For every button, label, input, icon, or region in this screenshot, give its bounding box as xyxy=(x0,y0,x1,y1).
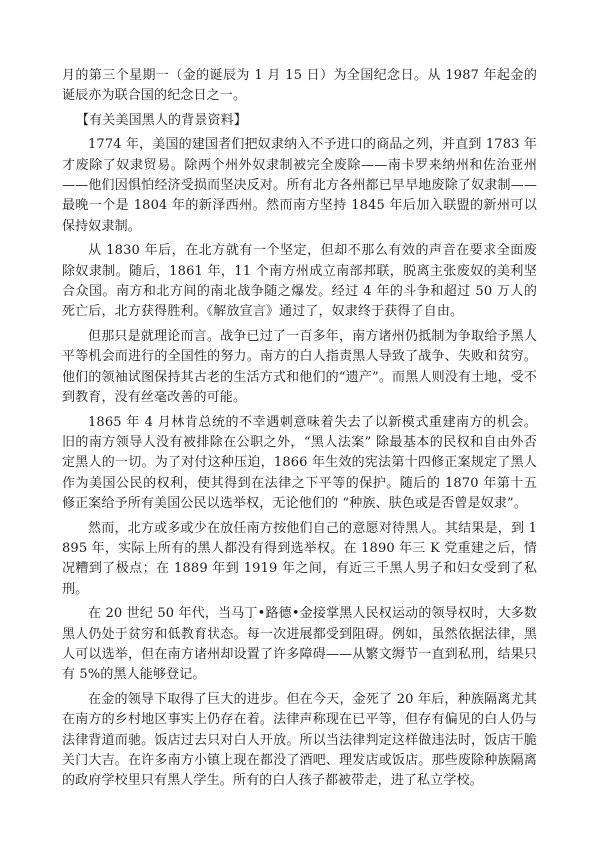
paragraph-1830: 从 1830 年后，在北方就有一个坚定，但却不那么有效的声音在要求全面废除奴隶制。随后，1861 年，11 个南方州成立南部邦联，脱离主张废奴的美利坚合众国。南方和北方间的南北战争随之爆发。经过 4 年的斗争和超过 50 万人的死亡后，北方获得胜利。《解放宣言》通过了，奴隶终于获得了自由。 xyxy=(62,243,537,320)
paragraph-1774: 1774 年，美国的建国者们把奴隶纳入不予进口的商品之列，并直到 1783 年才废除了奴隶贸易。除两个州外奴隶制被完全废除——南卡罗来纳州和佐治亚州——他们因惧怕经济受损而坚决反对。所有北方各州都已早早地废除了奴隶制——最晚一个是 1804 年的新泽西州。然而南方坚持 1845 年后加入联盟的新州可以保持奴隶制。 xyxy=(62,137,537,234)
paragraph-intro-continuation: 月的第三个星期一（金的诞辰为 1 月 15 日）为全国纪念日。从 1987 年起金的诞辰亦为联合国的纪念日之一。 xyxy=(62,68,537,104)
paragraph-progress: 在金的领导下取得了巨大的进步。但在今天，金死了 20 年后，种族隔离尤其在南方的乡村地区事实上仍存在着。法律声称现在已平等，但存有偏见的白人仍与法律背道而驰。饭店过去只对白人开放。所以当法律判定这样做违法时，饭店干脆关门大吉。在许多南方小镇上现在都没了酒吧、理发店或饭店。那些废除种族隔离的政府学校里只有黑人学生。所有的白人孩子都被带走，进了私立学校。 xyxy=(62,691,537,789)
paragraph-north: 然而，北方或多或少在放任南方按他们自己的意愿对待黑人。其结果是，到 1895 年，实际上所有的黑人都没有得到选举权。在 1890 年三 K 党重建之后，情况糟到了极点；在 1889 年到 1919 年之间，有近三千黑人男子和妇女受到了私刑。 xyxy=(62,520,537,597)
paragraph-1865: 1865 年 4 月林肯总统的不幸遇刺意味着失去了以新模式重建南方的机会。旧的南方领导人没有被排除在公职之外，“黑人法案” 除最基本的民权和自由外否定黑人的一切。为了对付这种压迫，1866 年生效的宪法第十四修正案规定了黑人作为美国公民的权利，使其得到在法律之下平等的保护。随后的 1870 年第十五修正案给予所有美国公民以选举权，无论他们的 “种族、肤色或是否曾是奴隶”。 xyxy=(62,414,537,512)
paragraph-theory: 但那只是就理论而言。战争已过了一百多年，南方诸州仍抵制为争取给予黑人平等机会而进行的全国性的努力。南方的白人指责黑人导致了战争、失败和贫穷。他们的领袖试图保持其古老的生活方式和他们的“遗产”。而黑人则没有土地，受不到教育，没有丝毫改善的可能。 xyxy=(62,328,537,406)
paragraph-1950s: 在 20 世纪 50 年代，当马丁•路德•金接掌黑人民权运动的领导权时，大多数黑人仍处于贫穷和低教育状态。每一次进展都受到阻碍。例如，虽然依据法律，黑人可以选举，但在南方诸州却设置了许多障碍——从繁文缛节一直到私刑，结果只有 5%的黑人能够登记。 xyxy=(62,606,537,683)
section-heading-background: 【有关美国黑人的背景资料】 xyxy=(76,112,247,128)
